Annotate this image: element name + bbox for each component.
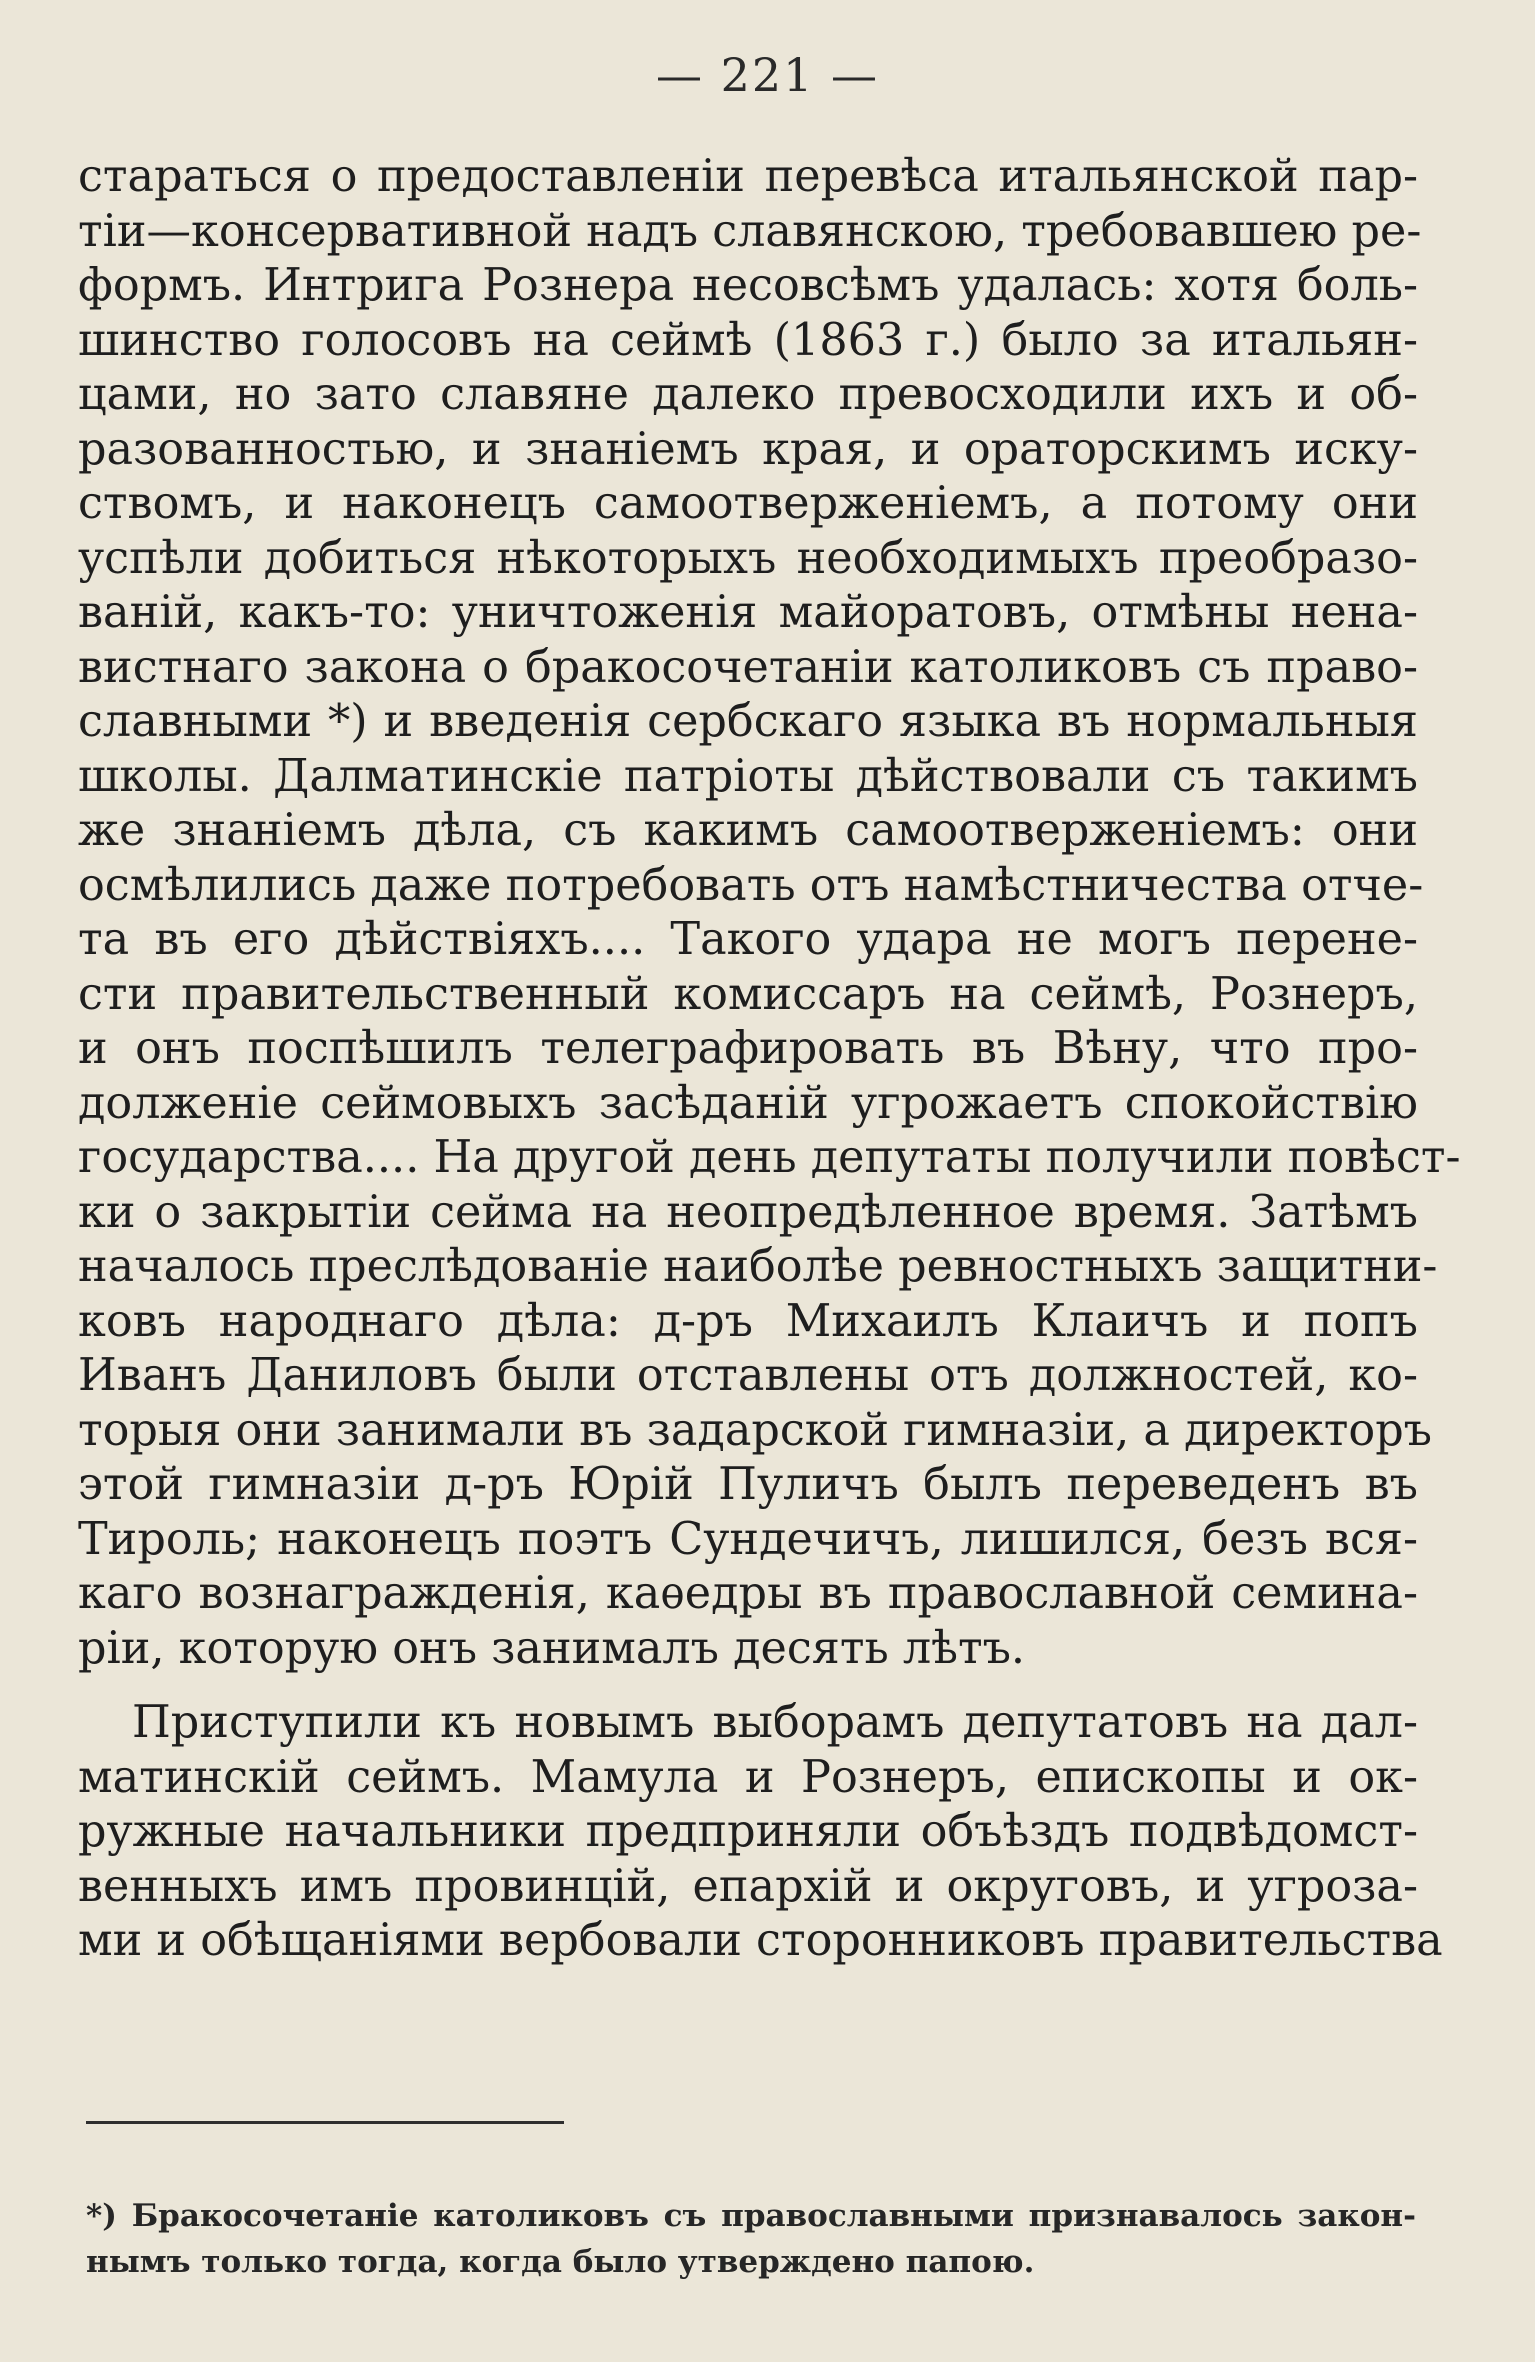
text-line: матинскій сеймъ. Мамула и Рознеръ, епископы и ок-: [78, 1751, 1418, 1803]
text-line: ріи, которую онъ занималъ десять лѣтъ.: [78, 1622, 1026, 1674]
text-line: стараться о предоставленіи перевѣса итальянской пар-: [78, 151, 1418, 202]
page-number: — 221 —: [655, 48, 880, 102]
text-line: та въ его дѣйствіяхъ.... Такого удара не могъ перене-: [78, 914, 1418, 965]
text-line: торыя они занимали въ задарской гимназіи, а директоръ: [78, 1404, 1432, 1456]
text-line: формъ. Интрига Рознера несовсѣмъ удалась: хотя боль-: [78, 260, 1418, 311]
text-line: этой гимназіи д-ръ Юрій Пуличъ былъ переведенъ въ: [78, 1459, 1418, 1510]
text-line: осмѣлились даже потребовать отъ намѣстничества отче-: [78, 859, 1424, 911]
text-line: ствомъ, и наконецъ самоотверженіемъ, а потому они: [78, 478, 1418, 529]
text-line: началось преслѣдованіе наиболѣе ревностныхъ защитни-: [78, 1241, 1438, 1292]
text-line: каго вознагражденія, каѳедры въ православной семина-: [78, 1568, 1418, 1619]
footnote: [86, 2193, 1416, 2285]
footnote-divider: [86, 2121, 564, 2124]
text-line: государства.... На другой день депутаты получили повѣст-: [78, 1132, 1461, 1183]
text-line: ми и обѣщаніями вербовали сторонниковъ правительства: [78, 1915, 1443, 1966]
text-line: разованностью, и знаніемъ края, и ораторскимъ иску-: [78, 423, 1418, 475]
text-line: ковъ народнаго дѣла: д-ръ Михаилъ Клаичъ и попъ: [78, 1295, 1418, 1347]
text-line: вистнаго закона о бракосочетаніи католиковъ съ право-: [78, 641, 1418, 693]
body-text: [78, 150, 1461, 1969]
text-line: Иванъ Даниловъ были отставлены отъ должностей, ко-: [78, 1350, 1418, 1401]
text-line: шинство голосовъ на сеймѣ (1863 г.) было за итальян-: [78, 314, 1418, 366]
paragraph-gap: [78, 1676, 1418, 1696]
text-line: славными *) и введенія сербскаго языка въ нормальныя: [78, 696, 1418, 747]
text-line: школы. Далматинскіе патріоты дѣйствовали съ такимъ: [78, 750, 1418, 802]
footnote-line: *) Бракосочетаніе католиковъ съ православными признавалось закон-: [86, 2198, 1416, 2234]
text-line: и онъ поспѣшилъ телеграфировать въ Вѣну, что про-: [78, 1023, 1418, 1074]
text-line: Приступили къ новымъ выборамъ депутатовъ на дал-: [132, 1697, 1418, 1748]
text-line: ки о закрытіи сейма на неопредѣленное время. Затѣмъ: [78, 1186, 1418, 1238]
text-line: тіи—консервативной надъ славянскою, требовавшею ре-: [78, 205, 1422, 257]
text-line: сти правительственный комиссаръ на сеймѣ, Рознеръ,: [78, 968, 1418, 1020]
text-line: ваній, какъ-то: уничтоженія майоратовъ, отмѣны нена-: [78, 587, 1418, 638]
text-line: долженіе сеймовыхъ засѣданій угрожаетъ спокойствію: [78, 1077, 1418, 1129]
text-line: же знаніемъ дѣла, съ какимъ самоотверженіемъ: они: [78, 805, 1418, 856]
text-line: успѣли добиться нѣкоторыхъ необходимыхъ преобразо-: [78, 532, 1418, 584]
text-line: Тироль; наконецъ поэтъ Сундечичъ, лишился, безъ вся-: [78, 1513, 1418, 1565]
text-line: ружные начальники предприняли объѣздъ подвѣдомст-: [78, 1806, 1418, 1857]
text-line: цами, но зато славяне далеко превосходили ихъ и об-: [78, 369, 1418, 420]
footnote-line: нымъ только тогда, когда было утверждено папою.: [86, 2244, 1035, 2280]
text-line: венныхъ имъ провинцій, епархій и округовъ, и угроза-: [78, 1860, 1418, 1912]
